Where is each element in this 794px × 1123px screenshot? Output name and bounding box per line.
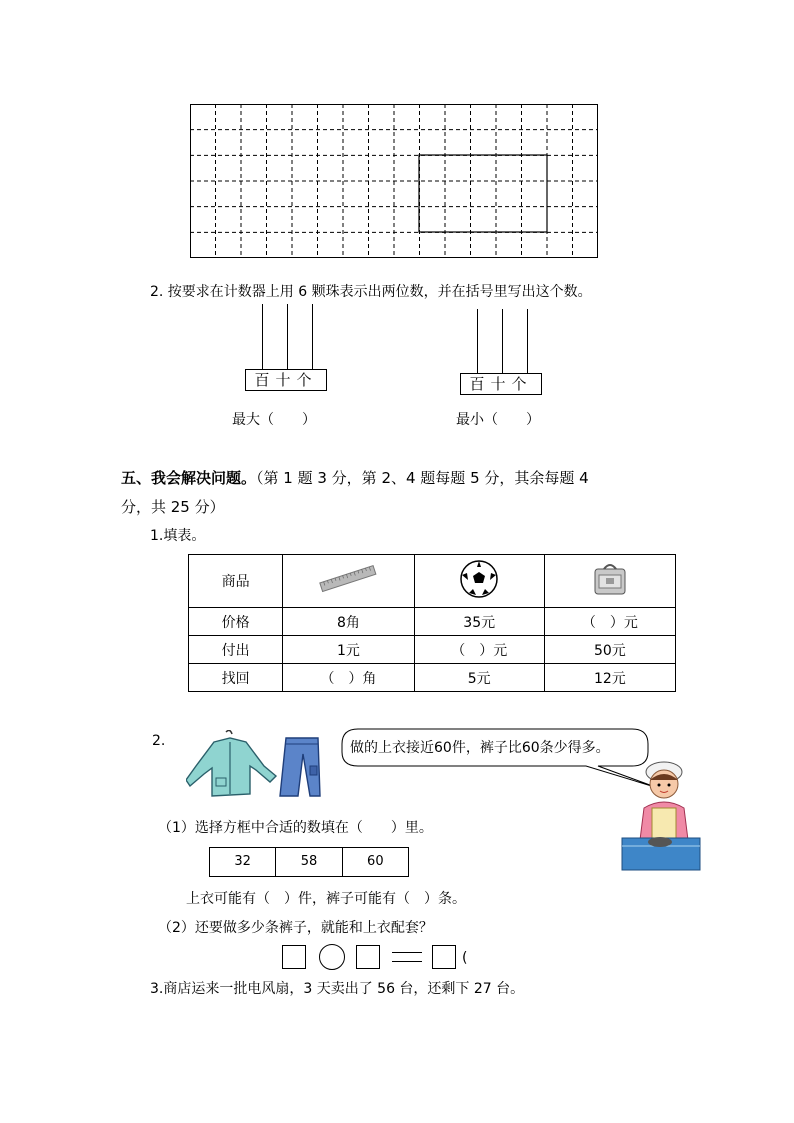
table-row	[189, 636, 676, 664]
ruler-cell	[283, 555, 414, 608]
table-cell: 商品	[189, 555, 283, 608]
operator-circle[interactable]	[319, 944, 345, 970]
rod	[287, 304, 288, 370]
unit-bracket: (	[462, 950, 468, 966]
rod	[527, 309, 528, 373]
table-cell: 5元	[414, 664, 544, 692]
table-cell: 找回	[189, 664, 283, 692]
question-2-text: 2. 按要求在计数器上用 6 颗珠表示出两位数，并在括号里写出这个数。	[150, 284, 592, 300]
ruler-icon	[318, 561, 378, 597]
answer-box[interactable]	[432, 945, 456, 969]
rod	[312, 304, 313, 370]
goods-table	[188, 554, 676, 692]
choice-number: 60	[367, 854, 384, 869]
rod	[262, 304, 263, 370]
table-cell: 价格	[189, 608, 283, 636]
rod	[502, 309, 503, 373]
table-cell: 付出	[189, 636, 283, 664]
table-row	[189, 664, 676, 692]
table-row	[189, 555, 676, 608]
answer-max[interactable]: 最大（ ）	[232, 412, 316, 428]
section-note-2: 分，共 25 分）	[121, 498, 225, 516]
choice-box	[209, 847, 409, 877]
rod	[477, 309, 478, 373]
trousers-icon	[276, 736, 324, 798]
answer-box[interactable]	[356, 945, 380, 969]
table-cell[interactable]: （ ）角	[283, 664, 414, 692]
answer-min[interactable]: 最小（ ）	[456, 412, 540, 428]
question-3-text: 3.商店运来一批电风扇，3 天卖出了 56 台，还剩下 27 台。	[150, 981, 525, 997]
table-row	[189, 608, 676, 636]
soccer-ball-icon	[459, 559, 499, 599]
table-cell: 35元	[414, 608, 544, 636]
speech-text: 做的上衣接近60件，裤子比60条少得多。	[350, 740, 610, 756]
table-cell[interactable]: （ ）元	[544, 608, 675, 636]
choice-number: 32	[210, 848, 276, 876]
section-note: （第 1 题 3 分，第 2、4 题每题 5 分，其余每题 4	[256, 469, 589, 487]
equals-sign	[392, 952, 422, 962]
table-cell: 8角	[283, 608, 414, 636]
dotted-grid	[190, 104, 598, 258]
abacus-base: 百十个	[245, 369, 327, 391]
tailor-woman-icon	[620, 758, 702, 872]
question-number-2: 2.	[152, 733, 166, 749]
sub-question-2: （2）还要做多少条裤子，就能和上衣配套？	[158, 920, 433, 936]
schoolbag-icon	[590, 561, 630, 597]
answer-box[interactable]	[282, 945, 306, 969]
bag-cell	[544, 555, 675, 608]
section-5-heading	[121, 468, 589, 488]
table-cell: 50元	[544, 636, 675, 664]
table-cell[interactable]: （ ）元	[414, 636, 544, 664]
table-question-label: 1.填表。	[150, 528, 206, 544]
table-cell: 1元	[283, 636, 414, 664]
ball-cell	[414, 555, 544, 608]
abacus-base: 百十个	[460, 373, 542, 395]
drawn-rectangle	[419, 155, 547, 232]
choice-number: 58	[276, 848, 342, 876]
sub-question-1: （1）选择方框中合适的数填在（ ）里。	[158, 820, 433, 836]
jacket-icon	[186, 730, 278, 800]
section-title: 五、我会解决问题。	[121, 469, 257, 487]
grid-lines	[190, 104, 598, 258]
table-cell: 12元	[544, 664, 675, 692]
sub-question-1-answer[interactable]: 上衣可能有（ ）件，裤子可能有（ ）条。	[186, 891, 466, 907]
